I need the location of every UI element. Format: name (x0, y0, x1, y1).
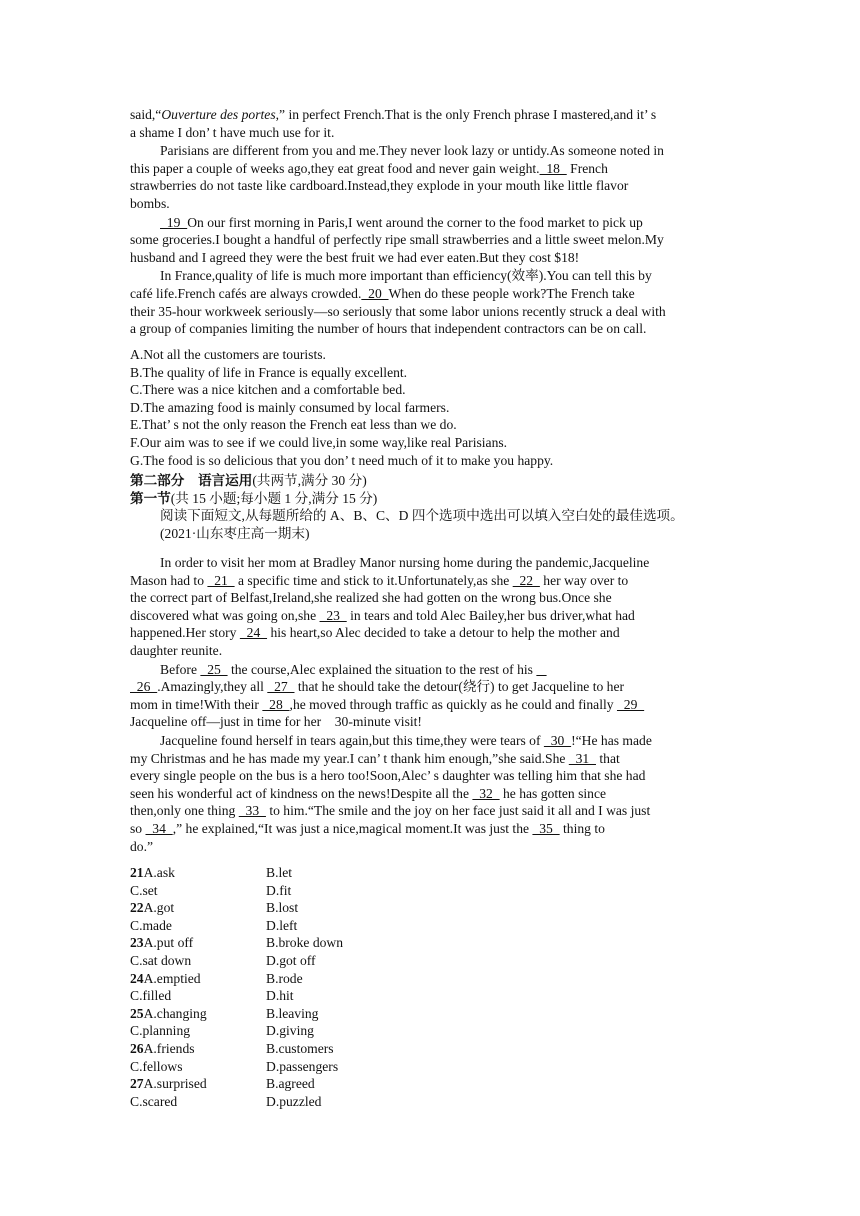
text-span: in tears and told Alec Bailey,her bus driver,what had (346, 607, 635, 623)
option-d: D.left (266, 917, 298, 933)
text-span: ,” he explained,“It was just a nice,magical moment.It was just the (172, 820, 533, 836)
cloze-line (130, 624, 740, 642)
cloze-line (130, 802, 740, 820)
question-27 (130, 1075, 740, 1110)
option-d: D.The amazing food is mainly consumed by local farmers. (130, 399, 450, 415)
question-number: 25 (130, 1005, 144, 1021)
option-row (130, 987, 740, 1005)
text-span: mom in time!With their (130, 696, 263, 712)
option-row (130, 1093, 740, 1111)
blank-26-end: 26 (130, 679, 158, 695)
option-e: E.That’ s not the only reason the French eat less than we do. (130, 417, 457, 433)
option-b: B.let (266, 865, 293, 880)
option-c: C.sat down (130, 952, 192, 968)
cloze-passage (130, 554, 740, 855)
text-span: then,only one thing (130, 803, 239, 819)
option-row (130, 952, 740, 970)
text-span: her way over to (539, 572, 629, 588)
text-span: my Christmas and he has made my year.I can’ t thank him enough,”she said.She (130, 750, 569, 766)
text-span: café life.French cafés are always crowded. (130, 285, 362, 301)
blank-26-start (536, 662, 546, 677)
option-b: B.rode (266, 970, 303, 986)
text-span: so (130, 820, 146, 836)
passage-line: strawberries do not taste like cardboard.Instead,they explode in your mouth like little flavor (130, 178, 629, 194)
option-c: C.There was a nice kitchen and a comfortable bed. (130, 382, 406, 398)
blank-31: 31 (568, 750, 596, 766)
text-span: he has gotten since (499, 785, 607, 801)
question-22 (130, 899, 740, 934)
option-b: B.customers (266, 1040, 334, 1056)
text-span: that he should take the detour(绕行) to get Jacqueline to her (294, 679, 625, 695)
question-number: 24 (130, 970, 144, 986)
text-span: When do these people work?The French take (388, 285, 635, 301)
passage-line: bombs. (130, 195, 170, 211)
blank-23: 23 (319, 607, 347, 623)
option-row (130, 970, 740, 988)
option-c: C.fellows (130, 1058, 183, 1074)
option-a: A.friends (143, 1040, 195, 1056)
cloze-line (130, 572, 740, 590)
option-c: C.made (130, 917, 172, 933)
option-a: A.surprised (143, 1076, 207, 1092)
passage-line: Parisians are different from you and me.They never look lazy or untidy.As someone noted in (160, 143, 664, 159)
option-row (130, 882, 740, 900)
section-heading (130, 490, 740, 508)
passage-line (130, 214, 740, 232)
cloze-line (130, 696, 740, 714)
cloze-line (130, 820, 740, 838)
option-d: D.fit (266, 882, 292, 898)
passage-line: husband and I agreed they were the best fruit we had ever eaten.But they cost $18! (130, 249, 580, 265)
option-d: D.puzzled (266, 1093, 322, 1109)
option-row (130, 1005, 740, 1023)
part-two-header (130, 472, 740, 542)
text-span: Mason had to (130, 572, 208, 588)
text-span: seen his wonderful act of kindness on the news!Despite all the (130, 785, 473, 801)
option-row (130, 1075, 740, 1093)
option-c: C.scared (130, 1093, 178, 1109)
text-span: said,“ (130, 107, 162, 122)
option-c: C.set (130, 882, 158, 898)
option-d: D.passengers (266, 1058, 339, 1074)
blank-20: 20 (361, 285, 389, 301)
blank-34: 34 (145, 820, 173, 836)
option-row (130, 917, 740, 935)
question-number: 27 (130, 1076, 144, 1092)
text-span: ,he moved through traffic as quickly as he could and finally (289, 696, 617, 712)
cloze-line: In order to visit her mom at Bradley Manor nursing home during the pandemic,Jacqueline (160, 555, 650, 570)
option-a: A.emptied (143, 970, 201, 986)
text-span: Jacqueline found herself in tears again,but this time,they were tears of (160, 732, 544, 748)
option-row (130, 899, 740, 917)
text-span: a specific time and stick to it.Unfortunately,as she (234, 572, 513, 588)
passage-line: a shame I don’ t have much use for it. (130, 124, 335, 140)
passage-line (130, 106, 740, 124)
text-span: discovered what was going on,she (130, 607, 320, 623)
text-span: to him.“The smile and the joy on her face just said it all and I was just (265, 803, 651, 819)
blank-27: 27 (267, 679, 295, 695)
blank-25: 25 (200, 661, 228, 677)
reading-passage (130, 106, 740, 338)
text-span: French (566, 160, 608, 176)
option-d: D.got off (266, 952, 316, 968)
passage-line: some groceries.I bought a handful of perfectly ripe small strawberries and a little sweet melon.My (130, 232, 664, 248)
option-row (130, 1022, 740, 1040)
question-26 (130, 1040, 740, 1075)
blank-24: 24 (239, 625, 268, 641)
cloze-line (130, 785, 740, 803)
question-options (130, 864, 740, 1110)
question-number: 22 (130, 900, 144, 916)
text-span: On our first morning in Paris,I went around the corner to the food market to pick up (187, 214, 643, 230)
option-a: A.put off (143, 935, 194, 951)
text-span: this paper a couple of weeks ago,they eat great food and never gain weight. (130, 160, 540, 176)
text-span: Before (160, 661, 201, 677)
part-heading (130, 472, 740, 490)
french-phrase: Ouverture des portes (161, 107, 276, 122)
question-25 (130, 1005, 740, 1040)
option-a: A.ask (143, 865, 175, 880)
question-number: 26 (130, 1040, 144, 1056)
cloze-line: Jacqueline off—just in time for her 30-minute visit! (130, 714, 422, 730)
blank-28: 28 (262, 696, 290, 712)
question-21 (130, 864, 740, 899)
option-a: A.got (143, 900, 175, 916)
cloze-line: do.” (130, 838, 154, 854)
blank-29: 29 (616, 696, 645, 712)
cloze-line (130, 661, 740, 679)
seven-options-list (130, 346, 740, 469)
blank-33: 33 (238, 803, 266, 819)
option-row (130, 934, 740, 952)
text-span: !“He has made (571, 732, 652, 748)
text-span: the course,Alec explained the situation to the rest of his (227, 661, 537, 677)
blank-18: 18 (539, 160, 567, 176)
blank-22: 22 (512, 572, 540, 588)
blank-35: 35 (532, 820, 560, 836)
cloze-line (130, 732, 740, 750)
option-a: A.changing (143, 1005, 207, 1021)
option-row (130, 1058, 740, 1076)
option-row (130, 1040, 740, 1058)
option-b: B.leaving (266, 1005, 319, 1021)
section-title: 第一节 (130, 490, 171, 506)
option-b: B.lost (266, 900, 299, 916)
text-span: his heart,so Alec decided to take a detour to help the mother and (267, 625, 620, 641)
cloze-line (130, 607, 740, 625)
cloze-line: the correct part of Belfast,Ireland,she realized she had gotten on the wrong bus.Once she (130, 590, 612, 606)
passage-line: their 35-hour workweek seriously—so seriously that some labor unions recently struck a deal with (130, 303, 666, 319)
cloze-line (130, 750, 740, 768)
option-c: C.planning (130, 1023, 191, 1039)
option-b: B.broke down (266, 935, 344, 951)
option-b: B.The quality of life in France is equally excellent. (130, 364, 408, 380)
option-row (130, 864, 740, 882)
passage-line: In France,quality of life is much more important than efficiency(效率).You can tell this by (160, 268, 652, 284)
blank-21: 21 (207, 572, 235, 588)
question-number: 21 (130, 865, 144, 880)
cloze-line: every single people on the bus is a hero too!Soon,Alec’ s daughter was telling him that she had (130, 768, 646, 784)
option-g: G.The food is so delicious that you don’ t need much of it to make you happy. (130, 452, 554, 468)
part-title: 第二部分 语言运用 (130, 473, 253, 488)
passage-line (130, 285, 740, 303)
text-span: ,” in perfect French.That is the only French phrase I mastered,and it’ s (275, 107, 657, 122)
source-note: (2021·山东枣庄高一期末) (160, 525, 310, 541)
text-span: thing to (559, 820, 605, 836)
option-c: C.filled (130, 988, 172, 1004)
blank-32: 32 (472, 785, 500, 801)
cloze-line: daughter reunite. (130, 642, 223, 658)
text-span: that (595, 750, 620, 766)
option-a: A.Not all the customers are tourists. (130, 347, 326, 362)
part-score: (共两节,满分 30 分) (252, 473, 367, 488)
blank-19: 19 (160, 214, 188, 230)
option-b: B.agreed (266, 1076, 315, 1092)
instruction: 阅读下面短文,从每题所给的 A、B、C、D 四个选项中选出可以填入空白处的最佳选项。 (160, 508, 684, 524)
blank-30: 30 (543, 732, 572, 748)
option-d: D.giving (266, 1023, 314, 1039)
question-number: 23 (130, 935, 144, 951)
text-span: happened.Her story (130, 625, 240, 641)
option-f: F.Our aim was to see if we could live,in some way,like real Parisians. (130, 434, 508, 450)
option-d: D.hit (266, 988, 294, 1004)
section-score: (共 15 小题;每小题 1 分,满分 15 分) (170, 490, 378, 506)
passage-line (130, 160, 740, 178)
question-23 (130, 934, 740, 969)
text-span: .Amazingly,they all (157, 679, 268, 695)
cloze-line (130, 678, 740, 696)
passage-line: a group of companies limiting the number of hours that independent contractors can be on call. (130, 321, 647, 337)
question-24 (130, 970, 740, 1005)
